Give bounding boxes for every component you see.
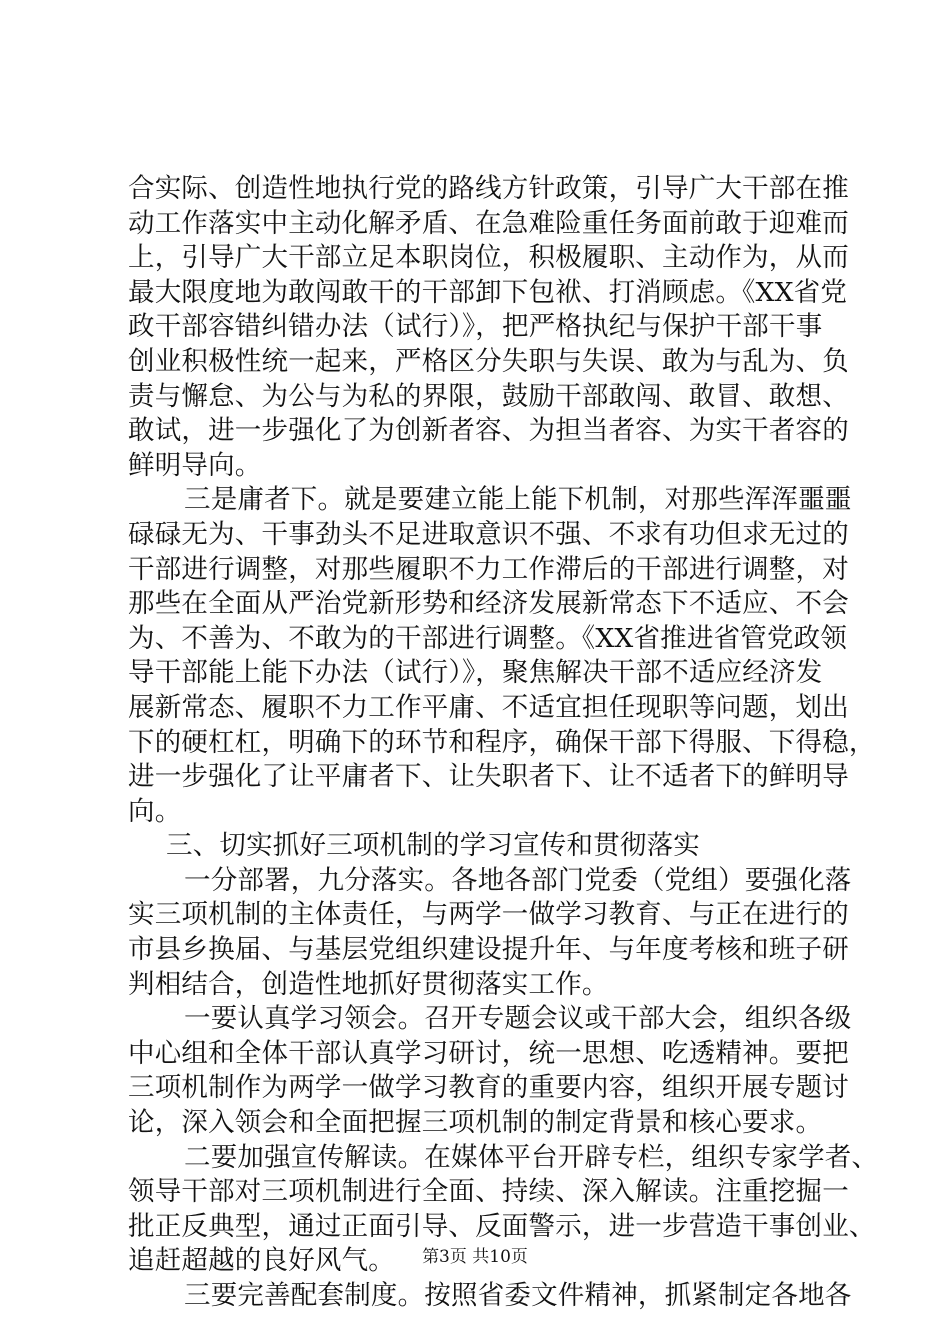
text-line: 导干部能上能下办法（试行）》，聚焦解决干部不适应经济发 — [128, 657, 823, 689]
page-number-label: 第3页 共10页 — [422, 1247, 528, 1267]
text-line: 判相结合，创造性地抓好贯彻落实工作。 — [128, 968, 609, 1000]
text-line: 责与懈怠、为公与为私的界限，鼓励干部敢闯、敢冒、敢想、 — [128, 380, 849, 412]
text-line: 干部进行调整，对那些履职不力工作滞后的干部进行调整，对 — [128, 553, 849, 585]
text-line: 敢试，进一步强化了为创新者容、为担当者容、为实干者容的 — [128, 415, 849, 447]
text-line: 碌碌无为、干事劲头不足进取意识不强、不求有功但求无过的 — [128, 518, 849, 550]
text-line: 动工作落实中主动化解矛盾、在急难险重任务面前敢于迎难而 — [128, 207, 849, 239]
text-line: 向。 — [128, 795, 182, 827]
text-line: 政干部容错纠错办法（试行）》，把严格执纪与保护干部干事 — [128, 311, 823, 343]
text-line: 鲜明导向。 — [128, 449, 262, 481]
text-line: 展新常态、履职不力工作平庸、不适宜担任现职等问题，划出 — [128, 691, 849, 723]
text-line: 实三项机制的主体责任，与两学一做学习教育、与正在进行的 — [128, 899, 849, 931]
text-line: 最大限度地为敢闯敢干的干部卸下包袱、打消顾虑。《XX省党 — [128, 276, 848, 308]
text-line: 批正反典型，通过正面引导、反面警示，进一步营造干事创业、 — [128, 1210, 876, 1242]
text-line: 合实际、创造性地执行党的路线方针政策，引导广大干部在推 — [128, 173, 849, 204]
page-footer — [0, 1242, 950, 1267]
text-line: 论，深入领会和全面把握三项机制的制定背景和核心要求。 — [128, 1107, 823, 1139]
text-line: 领导干部对三项机制进行全面、持续、深入解读。注重挖掘一 — [128, 1176, 849, 1208]
text-line: 追赶超越的良好风气。 — [128, 1245, 395, 1277]
text-line: 进一步强化了让平庸者下、让失职者下、让不适者下的鲜明导 — [128, 761, 849, 793]
paragraph-start-line: 三是庸者下。就是要建立能上能下机制，对那些浑浑噩噩 — [184, 484, 852, 516]
text-line: 上，引导广大干部立足本职岗位，积极履职、主动作为，从而 — [128, 242, 849, 274]
text-line: 下的硬杠杠，明确下的环节和程序，确保干部下得服、下得稳， — [128, 726, 876, 758]
paragraph-start-line: 三要完善配套制度。按照省委文件精神，抓紧制定各地各 — [184, 1280, 852, 1311]
text-line: 那些在全面从严治党新形势和经济发展新常态下不适应、不会 — [128, 588, 849, 620]
text-line: 市县乡换届、与基层党组织建设提升年、与年度考核和班子研 — [128, 934, 849, 966]
text-line: 三项机制作为两学一做学习教育的重要内容，组织开展专题讨 — [128, 1072, 849, 1104]
paragraph-start-line: 二要加强宣传解读。在媒体平台开辟专栏，组织专家学者、 — [184, 1141, 879, 1173]
paragraph-start-line: 一分部署，九分落实。各地各部门党委（党组）要强化落 — [184, 864, 852, 896]
text-line: 创业积极性统一起来，严格区分失职与失误、敢为与乱为、负 — [128, 345, 849, 377]
body-text — [128, 172, 879, 1314]
section-heading: 三、切实抓好三项机制的学习宣传和贯彻落实 — [166, 830, 700, 862]
text-line: 中心组和全体干部认真学习研讨，统一思想、吃透精神。要把 — [128, 1037, 849, 1069]
text-line: 为、不善为、不敢为的干部进行调整。《XX省推进省管党政领 — [128, 622, 848, 654]
paragraph-start-line: 一要认真学习领会。召开专题会议或干部大会，组织各级 — [184, 1003, 852, 1035]
